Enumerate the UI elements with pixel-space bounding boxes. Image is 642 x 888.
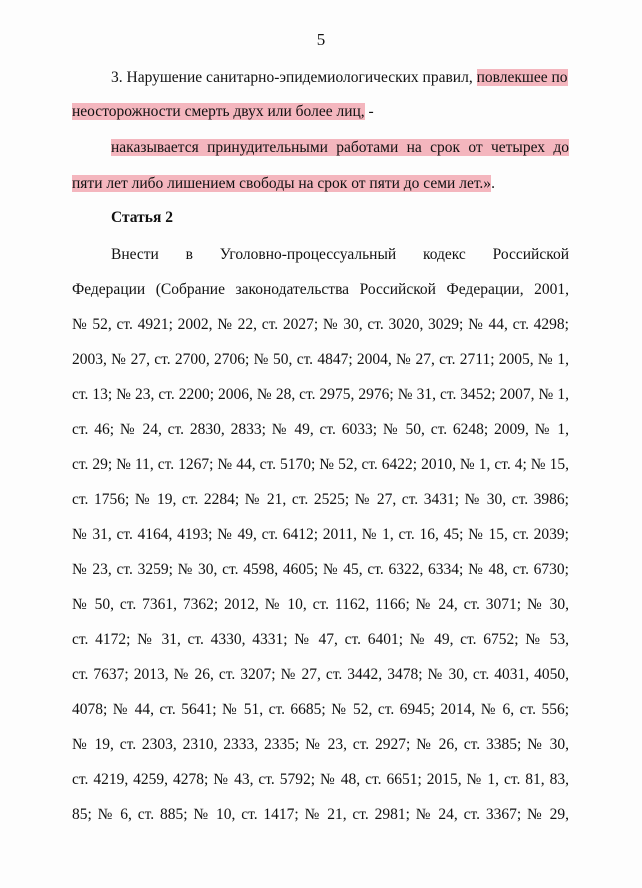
article-line: Федерации (Собрание законодательства Российской Федерации, 2001, [72, 281, 569, 298]
paragraph-3-line-1 [111, 68, 569, 88]
highlighted-text: неосторожности смерть двух или более лиц, [72, 103, 365, 120]
paragraph-3-line-3 [111, 138, 569, 158]
page-number: 5 [316, 30, 326, 49]
article-heading: Статья 2 [111, 209, 173, 226]
article-line: № 52, ст. 4921; 2002, № 22, ст. 2027; № 30, ст. 3020, 3029; № 44, ст. 4298; [72, 316, 569, 333]
article-line: ст. 4219, 4259, 4278; № 43, ст. 5792; № 48, ст. 6651; 2015, № 1, ст. 81, 83, [72, 771, 569, 788]
article-line: ст. 7637; 2013, № 26, ст. 3207; № 27, ст. 3442, 3478; № 30, ст. 4031, 4050, [72, 666, 569, 683]
paragraph-3-text: - [364, 103, 374, 120]
article-line: ст. 4172; № 31, ст. 4330, 4331; № 47, ст. 6401; № 49, ст. 6752; № 53, [72, 631, 569, 648]
paragraph-3-line-2 [72, 102, 392, 122]
article-line: ст. 29; № 11, ст. 1267; № 44, ст. 5170; № 52, ст. 6422; 2010, № 1, ст. 4; № 15, [72, 456, 569, 473]
highlighted-text: повлекшее по [476, 69, 568, 86]
article-line: № 19, ст. 2303, 2310, 2333, 2335; № 23, ст. 2927; № 26, ст. 3385; № 30, [72, 736, 569, 753]
article-line: 4078; № 44, ст. 5641; № 51, ст. 6685; № 52, ст. 6945; 2014, № 6, ст. 556; [72, 701, 569, 718]
article-line: 85; № 6, ст. 885; № 10, ст. 1417; № 21, ст. 2981; № 24, ст. 3367; № 29, [72, 806, 569, 823]
article-line: Внести в Уголовно-процессуальный кодекс Российской [111, 246, 569, 263]
article-line: № 50, ст. 7361, 7362; 2012, № 10, ст. 1162, 1166; № 24, ст. 3071; № 30, [72, 596, 569, 613]
article-line: № 23, ст. 3259; № 30, ст. 4598, 4605; № 45, ст. 6322, 6334; № 48, ст. 6730; [72, 561, 569, 578]
article-line: ст. 13; № 23, ст. 2200; 2006, № 28, ст. 2975, 2976; № 31, ст. 3452; 2007, № 1, [72, 386, 569, 403]
paragraph-3-line-4 [72, 174, 512, 194]
article-line: ст. 46; № 24, ст. 2830, 2833; № 49, ст. 6033; № 50, ст. 6248; 2009, № 1, [72, 421, 569, 438]
article-line: № 31, ст. 4164, 4193; № 49, ст. 6412; 2011, № 1, ст. 16, 45; № 15, ст. 2039; [72, 526, 569, 543]
article-line: 2003, № 27, ст. 2700, 2706; № 50, ст. 4847; 2004, № 27, ст. 2711; 2005, № 1, [72, 351, 569, 368]
paragraph-3-text: 3. Нарушение санитарно-эпидемиологических правил, [111, 69, 477, 86]
article-line: ст. 1756; № 19, ст. 2284; № 21, ст. 2525; № 27, ст. 3431; № 30, ст. 3986; [72, 491, 569, 508]
highlighted-text: пяти лет либо лишением свободы на срок от пяти до семи лет.» [72, 175, 492, 192]
highlighted-text: наказывается принудительными работами на срок от четырех до [111, 139, 569, 156]
paragraph-3-text: . [491, 175, 495, 192]
